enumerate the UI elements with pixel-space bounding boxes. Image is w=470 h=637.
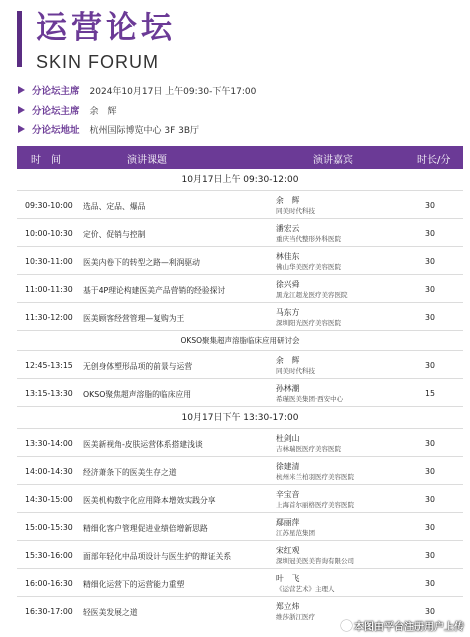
row-speaker-name: 余 辉: [276, 356, 300, 365]
row-speaker-name: 叶 飞: [276, 574, 300, 583]
table-row: [17, 513, 463, 541]
info-label: 分论坛主席: [32, 106, 80, 117]
info-value: 杭州国际博览中心 3F 3B厅: [89, 125, 200, 136]
row-speaker-name: 宋红观: [276, 546, 300, 555]
title-accent-bar: [17, 11, 22, 67]
row-duration: 30: [425, 229, 435, 238]
table-row: [17, 485, 463, 513]
row-time: 14:00-14:30: [25, 467, 73, 476]
info-value: 2024年10月17日 上午09:30-下午17:00: [89, 86, 257, 97]
row-duration: 30: [425, 285, 435, 294]
row-time: 16:30-17:00: [25, 607, 73, 616]
row-topic: 医美机构数字化应用降本增效实践分享: [83, 496, 216, 505]
info-label: 分论坛主席: [32, 86, 80, 97]
row-time: 11:00-11:30: [25, 285, 73, 294]
row-topic: 精细化运营下的运营能力重塑: [83, 580, 185, 589]
row-speaker-org: 杭州米兰柏羽医疗美容医院: [276, 473, 354, 481]
row-speaker-org: 江苏星范集团: [276, 529, 315, 537]
watermark-logo-icon: [341, 620, 352, 631]
row-duration: 30: [425, 201, 435, 210]
row-topic: 医美新视角-皮肤运营体系搭建浅谈: [83, 440, 203, 449]
row-duration: 30: [425, 257, 435, 266]
row-speaker-org: 同美时代科技: [276, 367, 315, 375]
table-row: [17, 219, 463, 247]
table-row: [17, 379, 463, 407]
row-duration: 30: [425, 579, 435, 588]
table-row: [17, 457, 463, 485]
row-duration: 30: [425, 467, 435, 476]
row-duration: 15: [425, 389, 435, 398]
row-speaker-org: 深圳阳光医疗美容医院: [276, 319, 341, 327]
table-row: [17, 351, 463, 379]
info-label: 分论坛地址: [32, 125, 80, 136]
watermark-text: 本图由平台注册用户上传: [354, 622, 464, 633]
row-speaker-name: 郑立炜: [276, 602, 300, 611]
section-morning: 10月17日上午 09:30-12:00: [17, 169, 463, 191]
table-row: [17, 191, 463, 219]
row-duration: 30: [425, 361, 435, 370]
row-time: 16:00-16:30: [25, 579, 73, 588]
upload-watermark: [341, 618, 464, 633]
row-topic: 轻医美发展之道: [83, 608, 138, 617]
schedule-table: [17, 146, 463, 625]
triangle-bullet-icon: [18, 106, 25, 114]
row-time: 14:30-15:00: [25, 495, 73, 504]
row-speaker-name: 徐建清: [276, 462, 300, 471]
row-topic: 医美内卷下的转型之路—利润驱动: [83, 258, 200, 267]
row-time: 15:30-16:00: [25, 551, 73, 560]
row-duration: 30: [425, 439, 435, 448]
row-speaker-name: 余 辉: [276, 196, 300, 205]
row-time: 10:30-11:00: [25, 257, 73, 266]
page-subtitle: SKIN FORUM: [36, 52, 160, 72]
table-row: [17, 275, 463, 303]
info-line-date: [18, 82, 256, 98]
info-line-address: [18, 121, 199, 137]
table-row: [17, 303, 463, 331]
row-time: 12:45-13:15: [25, 361, 73, 370]
row-topic: OKSO聚焦超声溶脂的临床应用: [83, 390, 192, 399]
row-speaker-name: 林佳东: [276, 252, 300, 261]
row-topic: 精细化客户管理促进业绩倍增新思路: [83, 524, 208, 533]
section-okso: OKSO聚集超声溶脂临床应用研讨会: [17, 331, 463, 351]
row-time: 15:00-15:30: [25, 523, 73, 532]
row-speaker-name: 辛宝音: [276, 490, 300, 499]
row-time: 09:30-10:00: [25, 201, 73, 210]
row-speaker-name: 孙林潮: [276, 384, 300, 393]
row-duration: 30: [425, 495, 435, 504]
info-value: 余 辉: [89, 106, 117, 117]
row-topic: 无创身体塑形品项的前景与运营: [83, 362, 193, 371]
header-topic: 演讲课题: [127, 155, 167, 166]
row-speaker-name: 潘宏云: [276, 224, 300, 233]
row-time: 13:30-14:00: [25, 439, 73, 448]
table-header: [17, 146, 463, 169]
row-speaker-org: 维莎浙江医疗: [276, 613, 315, 621]
table-row: [17, 247, 463, 275]
row-speaker-name: 鄢丽萍: [276, 518, 300, 527]
row-duration: 30: [425, 607, 435, 616]
row-topic: 定价、促销与控制: [83, 230, 146, 239]
triangle-bullet-icon: [18, 125, 25, 133]
row-duration: 30: [425, 551, 435, 560]
row-topic: 选品、定品、爆品: [83, 202, 146, 211]
info-line-chair: [18, 102, 117, 118]
row-speaker-org: 吉林瑞医医疗美容医院: [276, 445, 341, 453]
row-speaker-org: 同美时代科技: [276, 207, 315, 215]
table-row: [17, 429, 463, 457]
row-speaker-org: 深圳冠美医美咨询有限公司: [276, 557, 354, 565]
table-row: [17, 541, 463, 569]
row-duration: 30: [425, 313, 435, 322]
row-speaker-org: 重庆当代整形外科医院: [276, 235, 341, 243]
section-afternoon: 10月17日下午 13:30-17:00: [17, 407, 463, 429]
row-topic: 经济萧条下的医美生存之道: [83, 468, 177, 477]
row-topic: 医美顾客经营管理—复购为王: [83, 314, 185, 323]
row-speaker-org: 《运营艺术》主理人: [276, 585, 335, 593]
row-speaker-org: 黑龙江超龙医疗美容医院: [276, 291, 348, 299]
page-title: 运营论坛: [36, 10, 176, 46]
row-topic: 面部年轻化中品项设计与医生护的辩证关系: [83, 552, 232, 561]
row-speaker-org: 希瑾医美集团·西安中心: [276, 395, 344, 403]
row-duration: 30: [425, 523, 435, 532]
header-duration: 时长/分: [417, 155, 451, 166]
row-speaker-name: 杜剑山: [276, 434, 300, 443]
table-row: [17, 569, 463, 597]
row-time: 10:00-10:30: [25, 229, 73, 238]
header-time: 时 间: [31, 155, 61, 166]
row-speaker-name: 徐兴舜: [276, 280, 300, 289]
row-speaker-org: 上海首尔丽格医疗美容医院: [276, 501, 354, 509]
row-speaker-org: 佛山华美医疗美容医院: [276, 263, 341, 271]
row-topic: 基于4P理论构建医美产品营销的经验探讨: [83, 286, 226, 295]
row-speaker-name: 马东方: [276, 308, 300, 317]
header-speaker: 演讲嘉宾: [313, 155, 353, 166]
row-time: 13:15-13:30: [25, 389, 73, 398]
row-time: 11:30-12:00: [25, 313, 73, 322]
triangle-bullet-icon: [18, 86, 25, 94]
